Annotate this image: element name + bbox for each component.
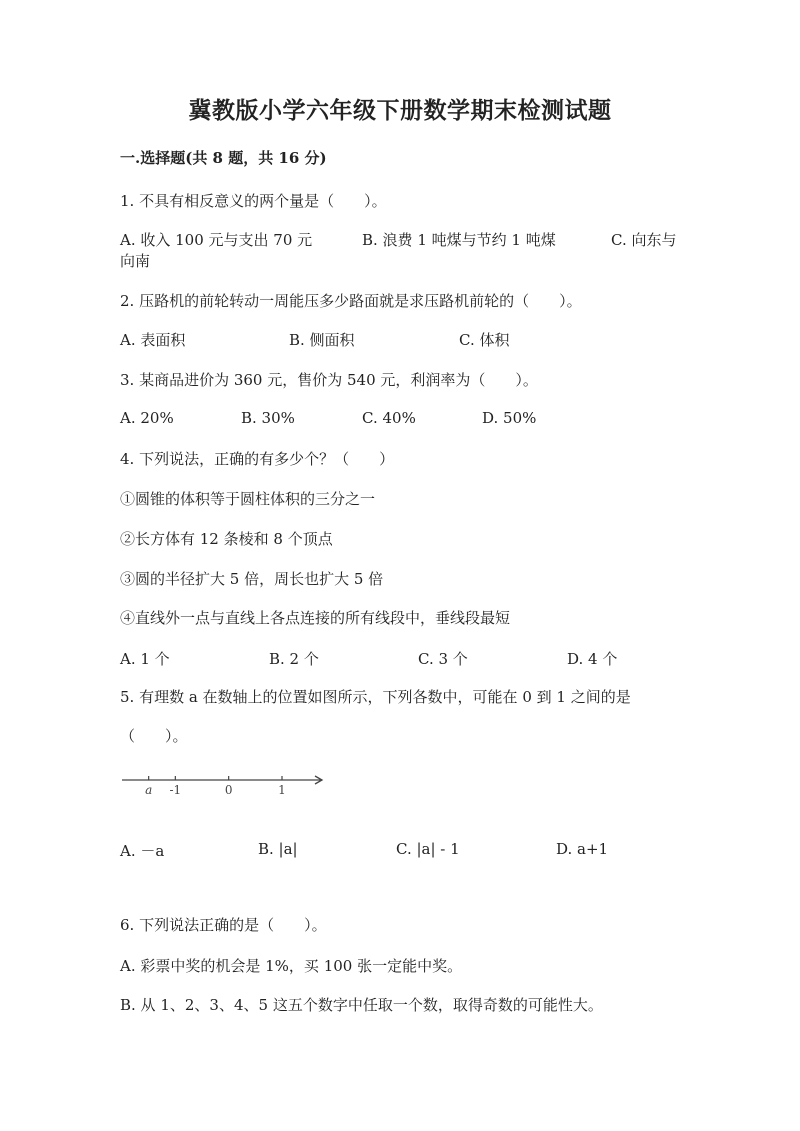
- number-line-label: 0: [224, 783, 233, 797]
- question-3-option-b: B. 30%: [241, 409, 295, 427]
- page-title: 冀教版小学六年级下册数学期末检测试题: [188, 97, 612, 124]
- question-3-option-c: C. 40%: [362, 409, 416, 427]
- question-4-option-d: D. 4 个: [567, 650, 618, 668]
- question-4-option-a: A. 1 个: [120, 650, 170, 668]
- question-1-option-a: A. 收入 100 元与支出 70 元: [120, 231, 313, 249]
- question-1-stem: 1. 不具有相反意义的两个量是（ ）。: [120, 192, 387, 210]
- question-1-option-b: B. 浪费 1 吨煤与节约 1 吨煤: [362, 231, 556, 249]
- number-line-svg: [118, 768, 328, 804]
- question-4-statement-4: ④直线外一点与直线上各点连接的所有线段中，垂线段最短: [120, 609, 511, 627]
- question-4-option-c: C. 3 个: [418, 650, 468, 668]
- number-line-label: 1: [278, 783, 286, 797]
- question-5-option-c: C. |a| - 1: [396, 840, 460, 858]
- question-6-stem: 6. 下列说法正确的是（ ）。: [120, 916, 327, 934]
- number-line-figure: [118, 768, 328, 804]
- question-5-option-d: D. a+1: [556, 840, 609, 858]
- question-3-option-a: A. 20%: [120, 409, 174, 427]
- question-4-stem: 4. 下列说法，正确的有多少个？（ ）: [120, 450, 395, 468]
- question-6-option-a: A. 彩票中奖的机会是 1%，买 100 张一定能中奖。: [120, 957, 463, 975]
- number-line-label: a: [145, 783, 153, 797]
- question-4-statement-2: ②长方体有 12 条棱和 8 个顶点: [120, 530, 333, 548]
- question-4-option-b: B. 2 个: [269, 650, 319, 668]
- question-5-option-b: B. |a|: [258, 840, 298, 858]
- question-4-statement-1: ①圆锥的体积等于圆柱体积的三分之一: [120, 490, 376, 508]
- question-5-option-a: A. －a: [120, 842, 165, 860]
- question-1-option-c-cont: 向南: [120, 252, 151, 270]
- question-2-option-c: C. 体积: [459, 331, 510, 349]
- section-heading: 一.选择题(共 8 题，共 16 分): [120, 149, 327, 167]
- question-5-stem-cont: （ ）。: [120, 727, 188, 745]
- question-4-statement-3: ③圆的半径扩大 5 倍，周长也扩大 5 倍: [120, 570, 384, 588]
- question-2-option-b: B. 侧面积: [289, 331, 355, 349]
- number-line-label: -1: [169, 783, 182, 797]
- question-1-option-c: C. 向东与: [611, 231, 677, 249]
- question-5-stem: 5. 有理数 a 在数轴上的位置如图所示，下列各数中，可能在 0 到 1 之间的是: [120, 688, 631, 706]
- question-2-option-a: A. 表面积: [120, 331, 186, 349]
- question-6-option-b: B. 从 1、2、3、4、5 这五个数字中任取一个数，取得奇数的可能性大。: [120, 996, 603, 1014]
- question-3-option-d: D. 50%: [482, 409, 537, 427]
- question-3-stem: 3. 某商品进价为 360 元，售价为 540 元，利润率为（ ）。: [120, 371, 538, 389]
- question-2-stem: 2. 压路机的前轮转动一周能压多少路面就是求压路机前轮的（ ）。: [120, 292, 582, 310]
